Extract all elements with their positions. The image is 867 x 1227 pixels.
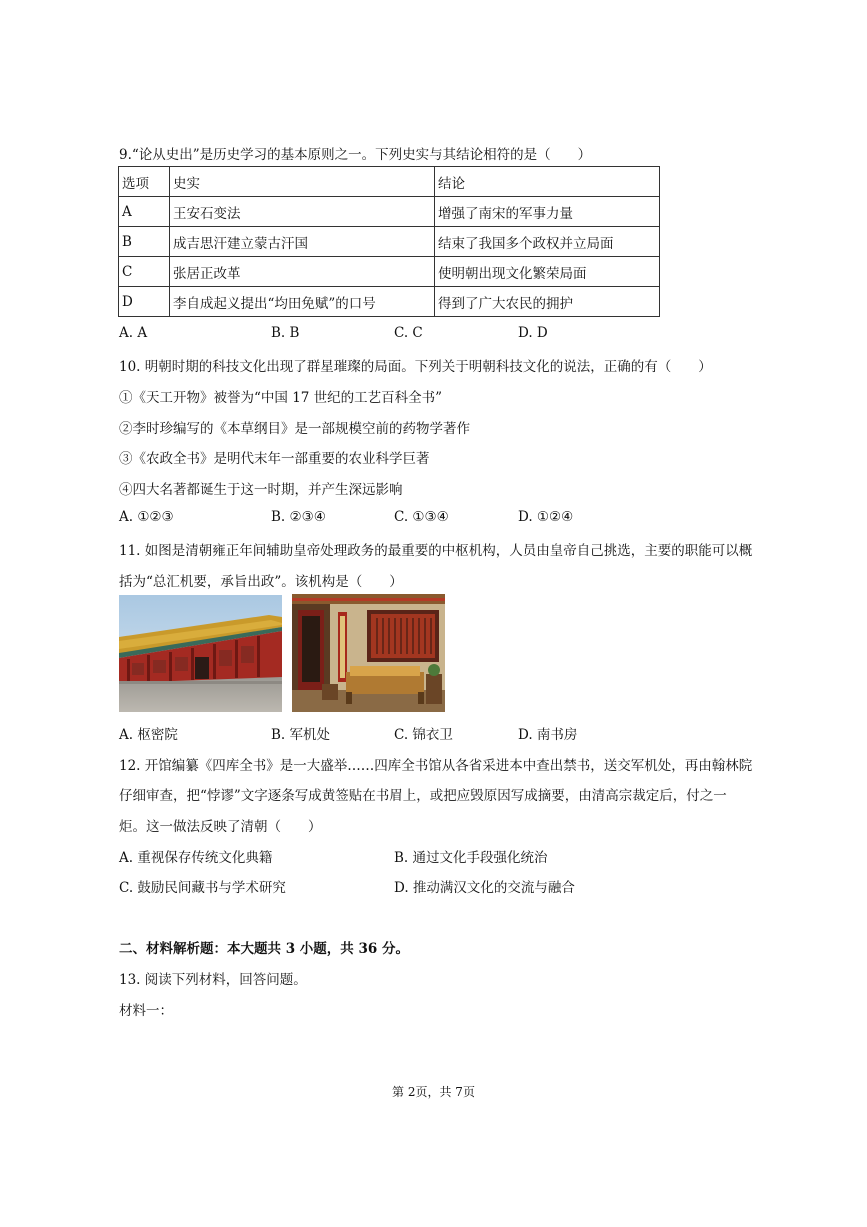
q9-table bbox=[118, 166, 660, 317]
table-cell: D bbox=[119, 287, 170, 317]
q9-stem: 9.“论从史出”是历史学习的基本原则之一。下列史实与其结论相符的是（ ） bbox=[119, 147, 592, 163]
q10-option-b: B. ②③④ bbox=[271, 509, 326, 525]
q12-stem-line-1: 12. 开馆编纂《四库全书》是一大盛举……四库全书馆从各省采进本中查出禁书，送交军机处，再由翰林院 bbox=[119, 758, 753, 774]
table-row bbox=[119, 287, 660, 317]
material-one-label: 材料一： bbox=[119, 1003, 173, 1019]
q10-option-d: D. ①②④ bbox=[518, 509, 574, 525]
table-header-row bbox=[119, 167, 660, 197]
q12-option-b: B. 通过文化手段强化统治 bbox=[394, 850, 548, 866]
q10-statement-2: ②李时珍编写的《本草纲目》是一部规模空前的药物学著作 bbox=[119, 421, 470, 437]
q12-option-a: A. 重视保存传统文化典籍 bbox=[119, 850, 273, 866]
table-cell: 增强了南宋的军事力量 bbox=[435, 197, 660, 227]
q10-option-c: C. ①③④ bbox=[394, 509, 449, 525]
table-cell: 李自成起义提出“均田免赋”的口号 bbox=[170, 287, 435, 317]
q12-stem-line-2: 仔细审查，把“悖谬”文字逐条写成黄签贴在书眉上，或把应毁原因写成摘要，由清高宗裁定后，付之一 bbox=[119, 788, 727, 804]
table-cell: 张居正改革 bbox=[170, 257, 435, 287]
table-header-cell: 史实 bbox=[170, 167, 435, 197]
q12-option-c: C. 鼓励民间藏书与学术研究 bbox=[119, 880, 286, 896]
table-row bbox=[119, 227, 660, 257]
table-cell: 结束了我国多个政权并立局面 bbox=[435, 227, 660, 257]
q9-option-c: C. C bbox=[394, 325, 423, 341]
table-header-cell: 选项 bbox=[119, 167, 170, 197]
q12-stem-line-3: 炬。这一做法反映了清朝（ ） bbox=[119, 819, 322, 835]
q10-statement-3: ③《农政全书》是明代末年一部重要的农业科学巨著 bbox=[119, 451, 430, 467]
q10-statement-4: ④四大名著都诞生于这一时期，并产生深远影响 bbox=[119, 482, 403, 498]
palace-building-photo bbox=[119, 595, 282, 712]
q9-option-a: A. A bbox=[119, 325, 148, 341]
section-heading: 二、材料解析题：本大题共 3 小题，共 36 分。 bbox=[119, 941, 409, 957]
q13-stem: 13. 阅读下列材料，回答问题。 bbox=[119, 972, 307, 988]
q11-option-d: D. 南书房 bbox=[518, 727, 578, 743]
table-row bbox=[119, 197, 660, 227]
q9-option-b: B. B bbox=[271, 325, 300, 341]
q11-option-a: A. 枢密院 bbox=[119, 727, 178, 743]
table-cell: 使明朝出现文化繁荣局面 bbox=[435, 257, 660, 287]
q9-option-d: D. D bbox=[518, 325, 548, 341]
interior-hall-image bbox=[292, 594, 445, 712]
palace-building-image bbox=[119, 595, 282, 712]
table-cell: 成吉思汗建立蒙古汗国 bbox=[170, 227, 435, 257]
table-cell: C bbox=[119, 257, 170, 287]
q12-option-d: D. 推动满汉文化的交流与融合 bbox=[394, 880, 575, 896]
q10-option-a: A. ①②③ bbox=[119, 509, 174, 525]
table-cell: 得到了广大农民的拥护 bbox=[435, 287, 660, 317]
q11-option-c: C. 锦衣卫 bbox=[394, 727, 453, 743]
table-row bbox=[119, 257, 660, 287]
table-cell: B bbox=[119, 227, 170, 257]
q11-stem-line-1: 11. 如图是清朝雍正年间辅助皇帝处理政务的最重要的中枢机构，人员由皇帝自己挑选，主要的职能可以概 bbox=[119, 543, 753, 559]
page-footer: 第 2页，共 7页 bbox=[392, 1085, 475, 1099]
q11-stem-line-2: 括为“总汇机要，承旨出政”。该机构是（ ） bbox=[119, 574, 403, 590]
table-cell: 王安石变法 bbox=[170, 197, 435, 227]
table-cell: A bbox=[119, 197, 170, 227]
table-header-cell: 结论 bbox=[435, 167, 660, 197]
q10-stem: 10. 明朝时期的科技文化出现了群星璀璨的局面。下列关于明朝科技文化的说法，正确的有（ ） bbox=[119, 359, 712, 375]
q10-statement-1: ①《天工开物》被誉为“中国 17 世纪的工艺百科全书” bbox=[119, 390, 443, 406]
q11-option-b: B. 军机处 bbox=[271, 727, 331, 743]
interior-hall-photo bbox=[292, 594, 445, 712]
